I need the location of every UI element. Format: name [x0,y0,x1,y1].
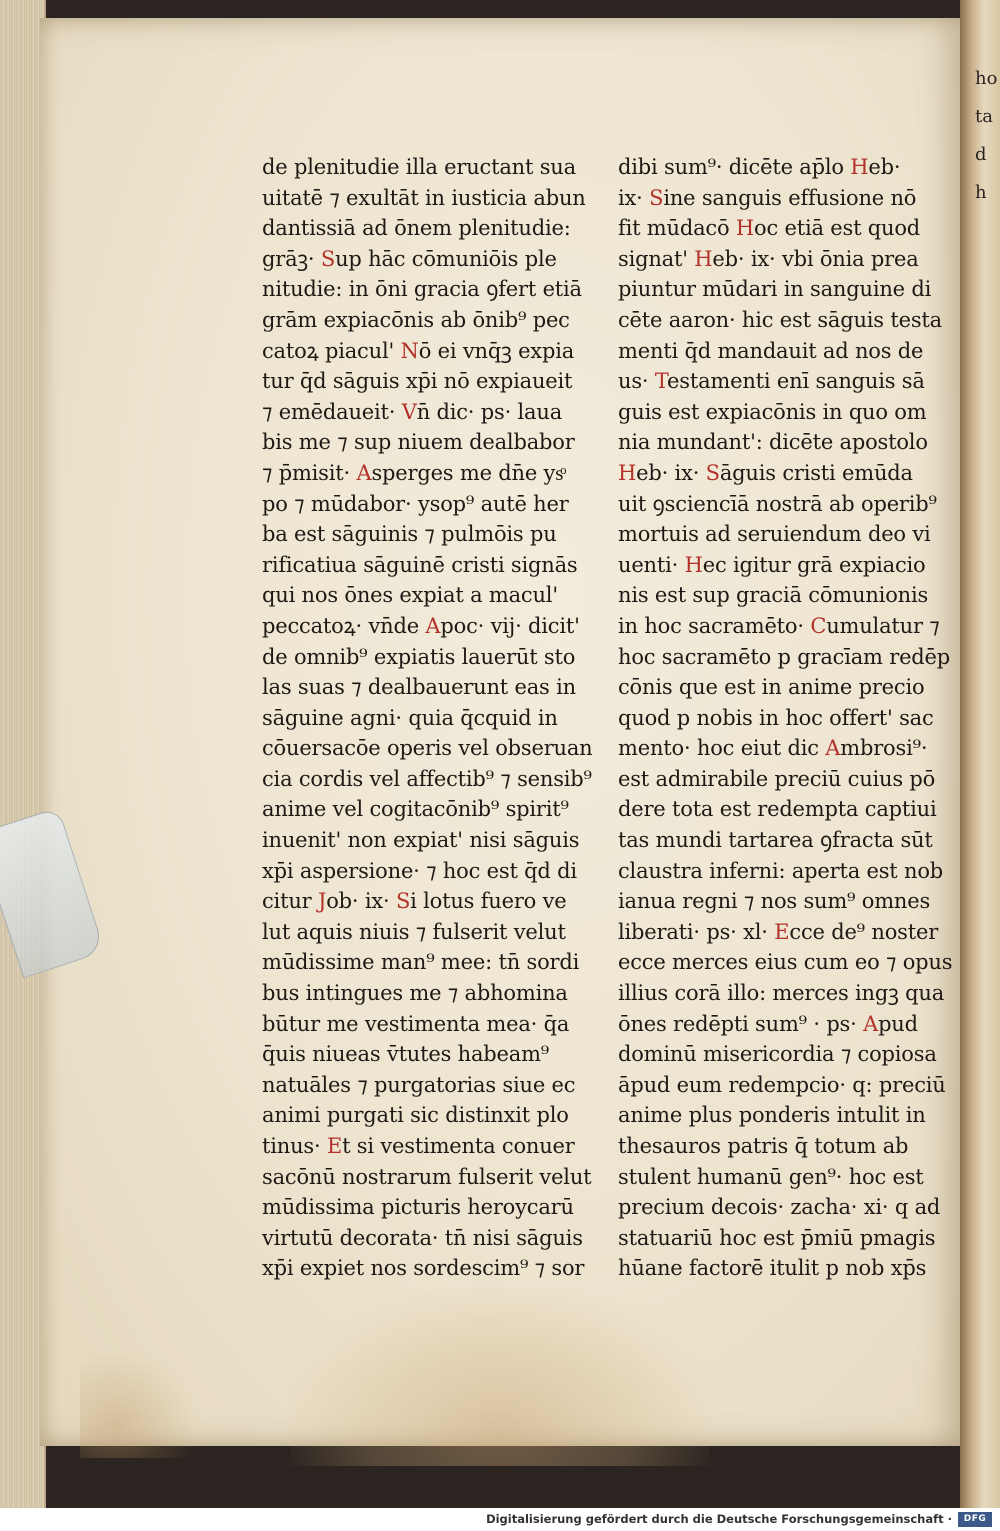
text-line: bis me ⁊ sup niuem dealbabor [262,430,575,455]
text-line: sacōnū nostrarum fulserit velut [262,1164,592,1189]
text-line: mortuis ad seruiendum deo vi [618,522,931,547]
text-line: po ⁊ mūdabor· ysop⁹ autē her [262,491,569,516]
text-line: lut aquis niuis ⁊ fulserit velut [262,919,566,944]
text-line: dantissiā ad ōnem plenitudie: [262,216,571,241]
text-line: grāꝫ· Sup hāc cōmuniōis ple [262,246,557,271]
text-line: grām expiacōnis ab ōnib⁹ pec [262,307,570,332]
text-line: uenti· Hec igitur grā expiacio [618,552,926,577]
text-line: cēte aaron· hic est sāguis testa [618,307,942,332]
dfg-logo: DFG [958,1512,992,1527]
text-line: q̄uis niueas v̄tutes habeam⁹ [262,1042,550,1067]
text-line: cōnis que est in anime precio [618,675,925,700]
text-line: uitatē ⁊ exultāt in iusticia abun [262,185,586,210]
text-line: fit mūdacō Hoc etiā est quod [618,216,921,241]
text-line: statuariū hoc est p̄miū pmagis [618,1225,936,1250]
edge-fragment: ta [975,106,993,127]
text-line: animi purgati sic distinxit plo [262,1103,569,1128]
text-line: nitudie: in ōni gracia ꝯfert etiā [262,277,582,302]
water-stain [290,1286,710,1466]
text-line: stulent humanū gen⁹· hoc est [618,1164,924,1189]
water-stain-corner [80,1348,200,1458]
text-line: piuntur mūdari in sanguine di [618,277,932,302]
text-line: sāguine agni· quia q̄cquid in [262,705,558,730]
text-line: illius corā illo: merces ingꝫ qua [618,981,945,1006]
text-line: las suas ⁊ dealbauerunt eas in [262,675,576,700]
text-line: precium decois· zacha· xi· q ad [618,1195,941,1220]
text-line: guis est expiacōnis in quo om [618,399,927,424]
text-line: peccatoꝝ· vn̄de Apoc· vij· dicit' [262,613,580,638]
text-line: ix· Sine sanguis effusione nō [618,185,917,210]
text-line: qui nos ōnes expiat a macul' [262,583,558,608]
text-line: ianua regni ⁊ nos sum⁹ omnes [618,889,931,914]
text-line: anime plus ponderis intulit in [618,1103,926,1128]
text-line: mento· hoc eiut dic Ambrosi⁹· [618,736,928,761]
text-line: nia mundant': dicēte apostolo [618,430,928,455]
text-line: quod p nobis in hoc offert' sac [618,705,934,730]
text-line: us· Testamenti enī sanguis sā [618,369,925,394]
text-line: ōnes redēpti sum⁹ · ps· Apud [618,1011,918,1036]
text-line: anime vel cogitacōnib⁹ spirit⁹ [262,797,569,822]
text-line: natuāles ⁊ purgatorias siue ec [262,1072,576,1097]
text-line: cōuersacōe operis vel obseruan [262,736,593,761]
text-line: hoc sacramēto p gracīam redēp [618,644,951,669]
text-line: āpud eum redempcio· q: preciū [618,1072,946,1097]
text-line: Heb· ix· Sāguis cristi emūda [618,460,913,485]
text-line: in hoc sacramēto· Cumulatur ⁊ [618,613,940,638]
text-line: cia cordis vel affectib⁹ ⁊ sensib⁹ [262,766,592,791]
text-line: nis est sup graciā cōmunionis [618,583,929,608]
text-line: tas mundi tartarea ꝯfracta sūt [618,828,933,853]
text-line: dere tota est redempta captiui [618,797,937,822]
edge-fragment: ho [975,68,998,89]
text-line: signat' Heb· ix· vbi ōnia prea [618,246,919,271]
text-line: xp̄i aspersione· ⁊ hoc est q̄d di [262,858,577,883]
text-line: xp̄i expiet nos sordescim⁹ ⁊ sor [262,1256,585,1281]
text-line: thesauros patris q̄ totum ab [618,1134,909,1158]
text-line: ⁊ emēdaueit· Vn̄ dic· ps· laua [262,399,563,424]
text-line: tur q̄d sāguis xp̄i nō expiaueit [262,369,573,394]
text-line: menti q̄d mandauit ad nos de [618,338,924,363]
text-line: de plenitudie illa eructant sua [262,155,576,179]
text-line: būtur me vestimenta mea· q̄a [262,1011,570,1036]
text-line: catoꝝ piacul' Nō ei vnq̄ꝫ expia [262,338,575,363]
text-line: ⁊ p̄misit· Asperges me dn̄e ysͦ [262,460,564,485]
text-line: dibi sum⁹· dicēte ap̄lo Heb· [618,155,901,179]
text-line: virtutū decorata· tn̄ nisi sāguis [262,1225,583,1250]
text-line: uit ꝯsciencīā nostrā ab operib⁹ [618,491,937,516]
text-column-left [262,152,593,1284]
funding-credit: Digitalisierung gefördert durch die Deutsche Forschungsgemeinschaft · [486,1512,952,1526]
text-line: est admirabile preciū cuius pō [618,766,936,791]
text-line: de omnib⁹ expiatis lauerūt sto [262,644,576,669]
text-column-right [618,152,953,1284]
text-line: rificatiua sāguinē cristi signās [262,552,578,577]
text-line: citur Job· ix· Si lotus fuero ve [262,889,567,914]
text-line: tinus· Et si vestimenta conuer [262,1134,575,1158]
adjacent-page-text [975,60,1000,320]
footer-bar [0,1508,1000,1531]
text-line: mūdissima picturis heroycarū [262,1195,574,1220]
edge-fragment: d [975,144,987,165]
text-line: mūdissime man⁹ mee: tn̄ sordi [262,950,580,975]
text-line: bus intingues me ⁊ abhomina [262,981,568,1006]
text-line: inuenit' non expiat' nisi sāguis [262,828,580,853]
text-line: ba est sāguinis ⁊ pulmōis pu [262,522,557,547]
text-line: dominū misericordia ⁊ copiosa [618,1042,937,1067]
edge-fragment: h [975,182,987,203]
text-line: liberati· ps· xl· Ecce de⁹ noster [618,919,939,944]
text-line: ecce merces eius cum eo ⁊ opus [618,950,953,975]
text-line: hūane factorē itulit p nob xp̄s [618,1256,927,1281]
text-line: claustra inferni: aperta est nob [618,858,944,883]
